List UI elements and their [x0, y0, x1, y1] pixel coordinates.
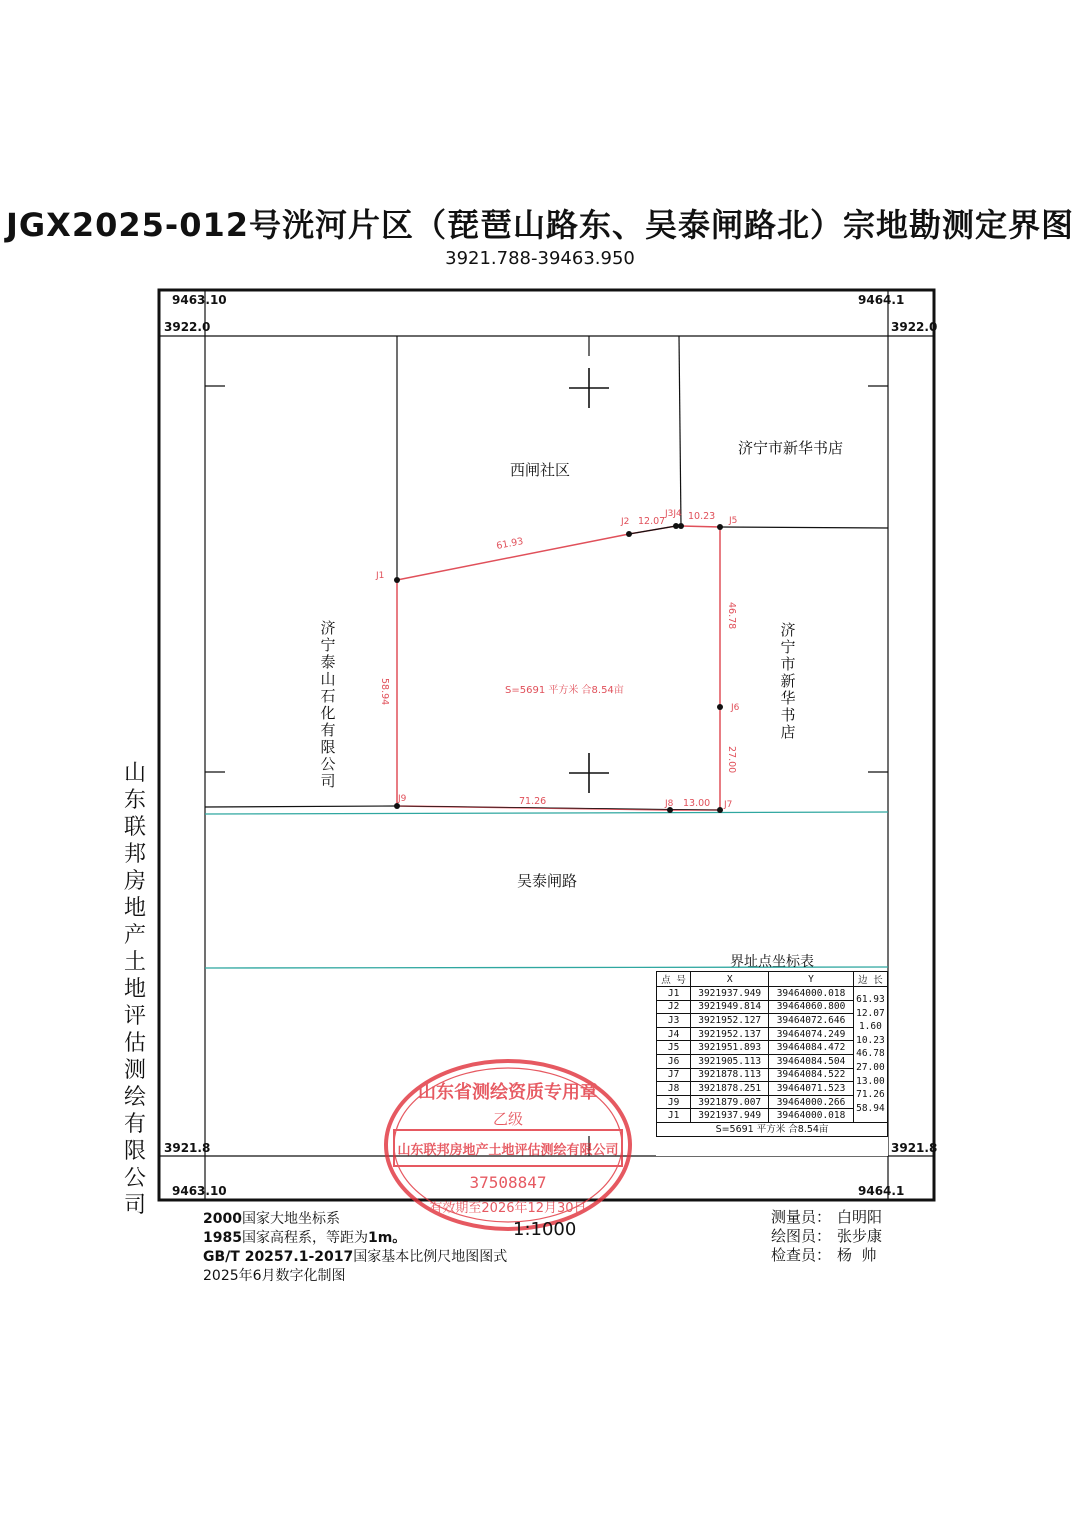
- label-J9: J9: [398, 794, 407, 804]
- table-cell: J1: [657, 1109, 691, 1123]
- table-edge-length: 10.23: [854, 1035, 887, 1046]
- coord-table-container: [656, 971, 888, 1156]
- corner-bottom-left-y: 3921.8: [164, 1141, 211, 1155]
- label-wutaizha-road: 吴泰闸路: [517, 872, 578, 890]
- table-edge-length: 27.00: [854, 1062, 887, 1073]
- table-edge-length: 13.00: [854, 1076, 887, 1087]
- corner-top-left-y: 3922.0: [164, 320, 211, 334]
- coord-table-footer: S=5691 平方米 合8.54亩: [656, 1123, 888, 1137]
- table-cell: 39464071.523: [769, 1082, 854, 1096]
- table-cell: J8: [657, 1082, 691, 1096]
- map-subtitle: 3921.788-39463.950: [445, 248, 635, 269]
- table-cell: 3921905.113: [691, 1054, 769, 1068]
- label-xizha-community: 西闸社区: [510, 461, 571, 479]
- table-cell: J5: [657, 1041, 691, 1055]
- table-header: X: [691, 972, 769, 987]
- seal-validity: 有效期至2026年12月30日: [429, 1201, 587, 1216]
- parcel-boundary: [397, 526, 720, 810]
- point-J5: [717, 524, 723, 530]
- table-edge-cell: [853, 1068, 887, 1087]
- footer-line-2: 1985国家高程系，等距为1m。: [203, 1230, 407, 1246]
- edge-label: 12.07: [638, 516, 666, 527]
- table-row: [657, 1068, 888, 1082]
- edge-label: 71.26: [519, 796, 547, 807]
- label-xinhua-bookstore-top: 济宁市新华书店: [738, 439, 844, 457]
- table-cell: 39464060.800: [769, 1000, 854, 1014]
- table-cell: 3921952.127: [691, 1014, 769, 1028]
- road-edge-line: [205, 812, 888, 814]
- table-edge-cell: [853, 1095, 887, 1114]
- corner-bottom-left-x: 9463.10: [172, 1184, 227, 1198]
- table-edge-cell: [853, 1014, 887, 1033]
- footer-line-1: 2000国家大地坐标系: [203, 1211, 340, 1227]
- corner-top-right-y: 3922.0: [891, 320, 938, 334]
- surveyor: 测量员： 白明阳: [771, 1208, 883, 1226]
- seal-top-text: 山东省测绘资质专用章: [418, 1082, 598, 1103]
- table-cell: 3921937.949: [691, 1109, 769, 1123]
- footer-line-4: 2025年6月数字化制图: [203, 1268, 346, 1284]
- corner-top-right-x: 9464.1: [858, 293, 905, 307]
- boundary-line: [205, 806, 397, 807]
- point-J7: [717, 807, 723, 813]
- table-edge-length: 46.78: [854, 1048, 887, 1059]
- table-cell: 3921878.251: [691, 1082, 769, 1096]
- table-edge-length: 71.26: [854, 1089, 887, 1100]
- table-edge-cell: [853, 987, 887, 1005]
- corner-bottom-right-x: 9464.1: [858, 1184, 905, 1198]
- table-cell: 3921878.113: [691, 1068, 769, 1082]
- label-J1: J1: [376, 571, 385, 581]
- edge-label: 46.78: [726, 602, 737, 630]
- table-edge-cell: [853, 1109, 887, 1123]
- table-row: [657, 1041, 888, 1055]
- table-row: [657, 987, 888, 1001]
- table-cell: 3921952.137: [691, 1027, 769, 1041]
- table-cell: J7: [657, 1068, 691, 1082]
- label-xinhua-bookstore-side: 济宁市新华书店: [780, 621, 796, 741]
- table-cell: J6: [657, 1054, 691, 1068]
- table-cell: 39464072.646: [769, 1014, 854, 1028]
- boundary-line: [629, 526, 676, 534]
- boundary-line: [679, 336, 681, 526]
- boundary-line: [720, 527, 888, 528]
- footer-line-3: GB/T 20257.1-2017国家基本比例尺地图图式: [203, 1249, 508, 1265]
- point-J6: [717, 704, 723, 710]
- table-cell: J3: [657, 1014, 691, 1028]
- label-J7: J7: [724, 800, 733, 810]
- table-cell: 39464000.018: [769, 1109, 854, 1123]
- edge-label: 13.00: [683, 798, 711, 809]
- point-J1: [394, 577, 400, 583]
- seal-number: 37508847: [469, 1173, 547, 1192]
- point-J4: [678, 523, 684, 529]
- point-J2: [626, 531, 632, 537]
- staff-list: [771, 1208, 882, 1265]
- table-cell: 3921937.949: [691, 987, 769, 1001]
- table-header: 点 号: [657, 972, 691, 987]
- table-row: [657, 1109, 888, 1123]
- table-row: [657, 1000, 888, 1014]
- table-edge-length: 1.60: [854, 1021, 887, 1032]
- table-cell: J9: [657, 1095, 691, 1109]
- table-cell: 3921879.007: [691, 1095, 769, 1109]
- label-J6: J6: [731, 703, 740, 713]
- table-header: 边 长: [853, 972, 887, 987]
- table-cell: 39464084.522: [769, 1068, 854, 1082]
- table-row: [657, 1014, 888, 1028]
- edge-label: 10.23: [688, 511, 716, 522]
- corner-bottom-right-y: 3921.8: [891, 1141, 938, 1155]
- corner-top-left-x: 9463.10: [172, 293, 227, 307]
- seal-grade: 乙级: [492, 1110, 524, 1128]
- table-row: [657, 1082, 888, 1096]
- edge-label: 27.00: [726, 746, 737, 774]
- table-edge-cell: [853, 1041, 887, 1060]
- table-edge-cell: [853, 1054, 887, 1073]
- label-J3J4: J3J4: [665, 509, 682, 519]
- edge-label: 58.94: [379, 678, 390, 706]
- label-taishan-petrochemical: 济宁泰山石化有限公司: [320, 619, 336, 790]
- table-cell: 3921949.814: [691, 1000, 769, 1014]
- table-edge-length: 12.07: [854, 1008, 887, 1019]
- table-cell: J2: [657, 1000, 691, 1014]
- edge-label: 61.93: [495, 535, 525, 552]
- surveying-company-name: 山东联邦房地产土地评估测绘有限公司: [123, 761, 146, 1218]
- table-header: Y: [769, 972, 854, 987]
- table-row: [657, 1027, 888, 1041]
- table-edge-length: 58.94: [854, 1103, 887, 1114]
- table-edge-length: 61.93: [854, 994, 887, 1005]
- table-cell: 39464000.018: [769, 987, 854, 1001]
- table-edge-cell: [853, 1082, 887, 1101]
- table-cell: 39464000.266: [769, 1095, 854, 1109]
- table-cell: 39464084.504: [769, 1054, 854, 1068]
- table-cell: J4: [657, 1027, 691, 1041]
- table-cell: J1: [657, 987, 691, 1001]
- table-row: [657, 1095, 888, 1109]
- coord-table: [656, 971, 888, 1123]
- drafter: 绘图员： 张步康: [771, 1227, 883, 1245]
- table-cell: 3921951.893: [691, 1041, 769, 1055]
- table-edge-cell: [853, 1000, 887, 1019]
- table-cell: 39464074.249: [769, 1027, 854, 1041]
- area-label: S=5691 平方米 合8.54亩: [505, 685, 624, 696]
- map-title: JGX2025-012号洸河片区（琵琶山路东、吴泰闸路北）宗地勘测定界图: [6, 206, 1074, 244]
- footer-notes: [203, 1210, 507, 1286]
- table-edge-cell: [853, 1027, 887, 1046]
- table-row: [657, 1054, 888, 1068]
- checker: 检查员： 杨 帅: [771, 1246, 877, 1264]
- label-J2: J2: [621, 517, 630, 527]
- seal-org: 山东联邦房地产土地评估测绘有限公司: [397, 1143, 619, 1158]
- coord-table-title: 界址点坐标表: [730, 954, 814, 970]
- label-J8: J8: [665, 799, 674, 809]
- map-scale: 1:1000: [513, 1219, 577, 1240]
- table-cell: 39464084.472: [769, 1041, 854, 1055]
- label-J5: J5: [729, 516, 738, 526]
